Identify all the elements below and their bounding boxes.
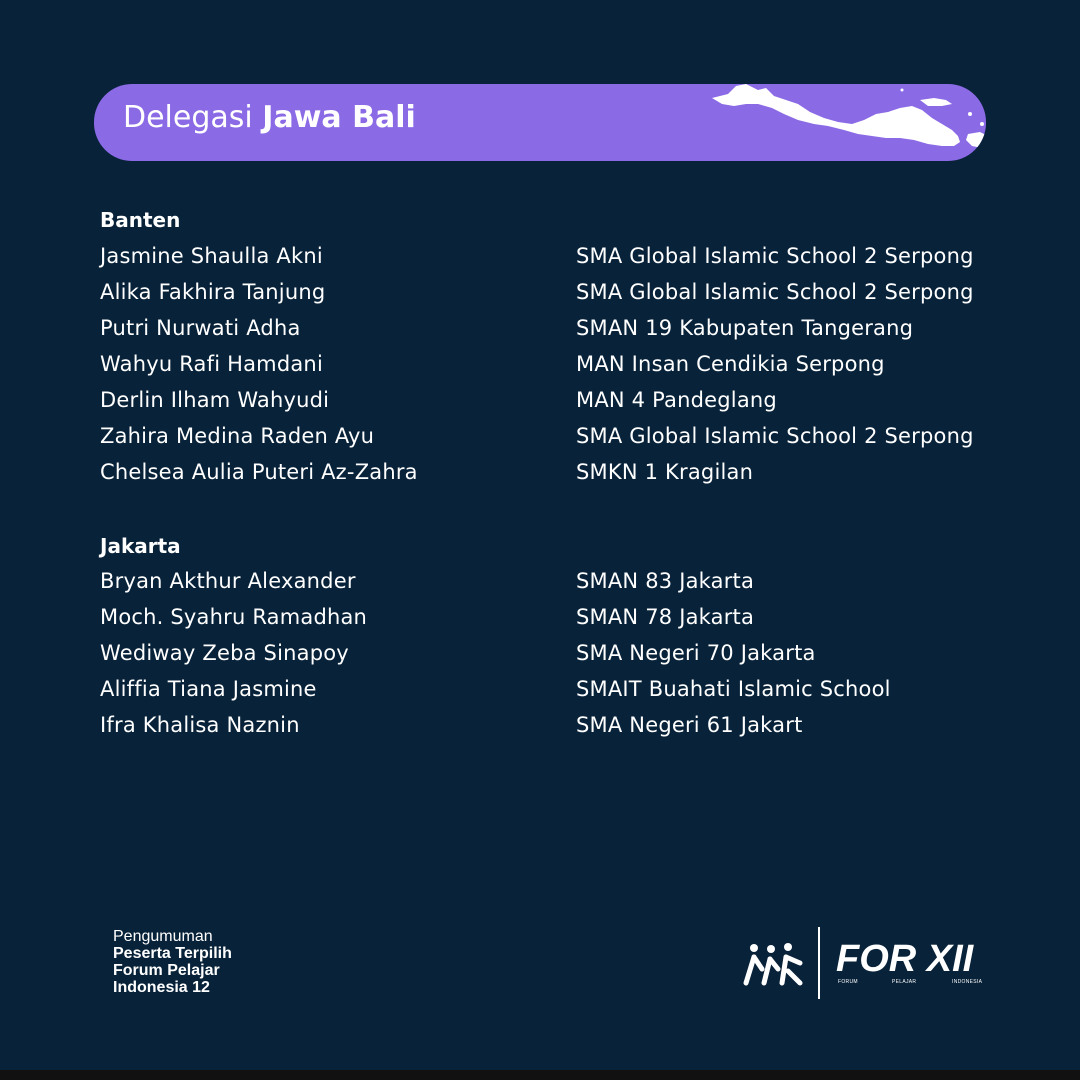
logo-sub-pelajar: PELAJAR <box>892 979 917 985</box>
delegate-school: SMA Global Islamic School 2 Serpong <box>576 424 974 448</box>
section-heading-banten: Banten <box>100 208 181 232</box>
for-xii-wordmark <box>836 935 986 995</box>
banner-title-bold: Jawa Bali <box>262 100 416 135</box>
logo-sub-forum: FORUM <box>838 979 858 985</box>
delegate-name: Bryan Akthur Alexander <box>100 569 356 593</box>
delegate-name: Derlin Ilham Wahyudi <box>100 388 330 412</box>
banner-title <box>123 98 416 138</box>
footer-announcement <box>113 928 313 996</box>
delegate-school: SMA Negeri 70 Jakarta <box>576 641 816 665</box>
footer-line-2: Peserta Terpilih <box>113 945 232 962</box>
section-heading-jakarta: Jakarta <box>100 534 181 558</box>
delegate-school: SMA Global Islamic School 2 Serpong <box>576 280 974 304</box>
logo-wordmark-text: FOR XII <box>836 938 974 980</box>
delegate-name: Aliffia Tiana Jasmine <box>100 677 317 701</box>
banner-title-light: Delegasi <box>123 100 253 135</box>
delegate-name: Jasmine Shaulla Akni <box>100 244 323 268</box>
delegate-name: Wahyu Rafi Hamdani <box>100 352 323 376</box>
runners-logo-icon <box>740 939 806 989</box>
delegate-school: SMAN 19 Kabupaten Tangerang <box>576 316 914 340</box>
delegate-school: SMA Global Islamic School 2 Serpong <box>576 244 974 268</box>
java-bali-map-icon <box>706 84 986 161</box>
delegate-school: MAN 4 Pandeglang <box>576 388 777 412</box>
delegate-school: SMAIT Buahati Islamic School <box>576 677 891 701</box>
delegate-school: MAN Insan Cendikia Serpong <box>576 352 885 376</box>
logo-sub-indonesia: INDONESIA <box>952 979 983 985</box>
footer-line-1: Pengumuman <box>113 928 213 945</box>
delegate-school: SMAN 78 Jakarta <box>576 605 755 629</box>
delegate-name: Ifra Khalisa Naznin <box>100 713 300 737</box>
delegate-name: Putri Nurwati Adha <box>100 316 301 340</box>
header-banner <box>94 84 986 161</box>
bottom-strip <box>0 1070 1080 1080</box>
footer-line-3: Forum Pelajar <box>113 962 220 979</box>
delegate-school: SMAN 83 Jakarta <box>576 569 755 593</box>
delegate-name: Moch. Syahru Ramadhan <box>100 605 368 629</box>
delegate-school: SMA Negeri 61 Jakart <box>576 713 803 737</box>
delegate-name: Chelsea Aulia Puteri Az-Zahra <box>100 460 418 484</box>
delegate-name: Alika Fakhira Tanjung <box>100 280 326 304</box>
delegate-school: SMKN 1 Kragilan <box>576 460 754 484</box>
delegate-name: Zahira Medina Raden Ayu <box>100 424 375 448</box>
delegate-name: Wediway Zeba Sinapoy <box>100 641 349 665</box>
logo-divider <box>818 927 820 999</box>
footer-line-4: Indonesia 12 <box>113 979 210 996</box>
logo-group <box>740 925 990 1003</box>
